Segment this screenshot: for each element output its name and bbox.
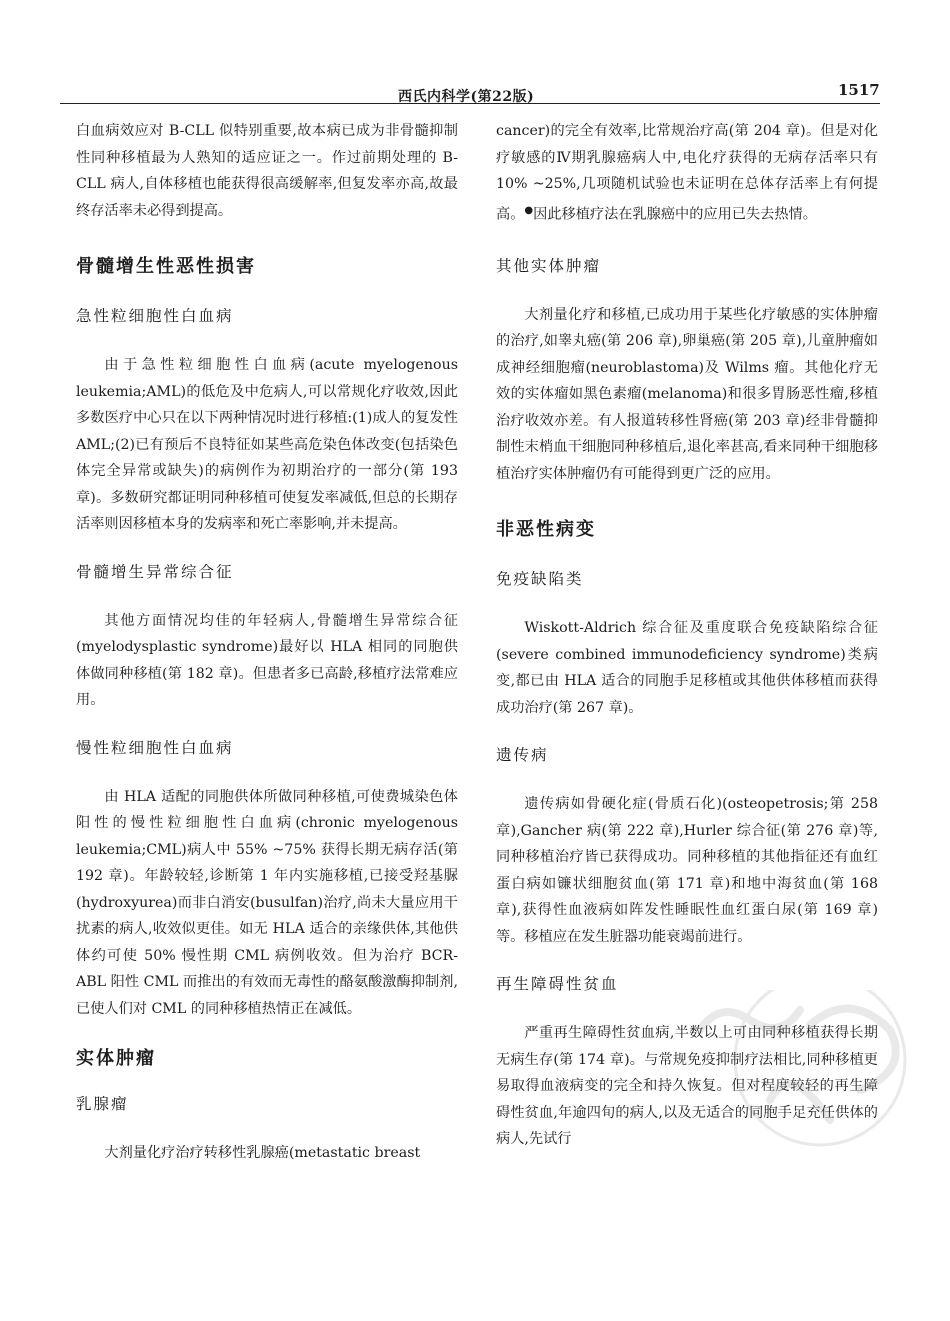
header-rule [60, 103, 880, 104]
subheading-cml: 慢性粒细胞性白血病 [76, 738, 234, 757]
paragraph-mds: 其他方面情况均佳的年轻病人,骨髓增生异常综合征(myelodysplastic syndrome)最好以 HLA 相同的同胞供体做同种移植(第 182 章)。但患者多已高龄,移植疗法常难应用。 [76, 612, 458, 708]
subheading-mds: 骨髓增生异常综合征 [76, 562, 234, 581]
breast-text-a: cancer)的完全有效率,比常规治疗高(第 204 章)。但是对化疗敏感的Ⅳ期乳腺癌病人中,电化疗获得的无病存活率只有 10% ~25%,几项随机试验也未证明在总体存活率上有何提高。 [496, 123, 878, 223]
paragraph-intro: 白血病效应对 B-CLL 似特别重要,故本病已成为非骨髓抑制性同种移植最为人熟知的适应证之一。作过前期处理的 B-CLL 病人,自体移植也能获得很高缓解率,但复发率亦高,故最终存活率未必得到提高。 [76, 123, 458, 219]
paragraph-genetic: 遗传病如骨硬化症(骨质石化)(osteopetrosis;第 258 章),Gancher 病(第 222 章),Hurler 综合征(第 276 章)等,同种移植治疗皆已获得成功。同种移植的其他指征还有血红蛋白病如镰状细胞贫血(第 171 章)和地中海贫血(第 168 章),获得性血液病如阵发性睡眠性血红蛋白尿(第 169 章)等。移植应在发生脏器功能衰竭前进行。 [496, 796, 878, 945]
section-heading-solid-tumors: 实体肿瘤 [76, 1048, 156, 1069]
subheading-other-solid: 其他实体肿瘤 [496, 256, 602, 275]
section-heading-myeloproliferative: 骨髓增生性恶性损害 [76, 256, 256, 277]
paragraph-aml: 由于急性粒细胞性白血病(acute myelogenous leukemia;AML)的低危及中危病人,可以常规化疗收效,因此多数医疗中心只在以下两种情况时进行移植:(1)成人的复发性 AML;(2)已有预后不良特征如某些高危染色体改变(包括染色体完全异常或缺失)的病例作为初期治疗的一部分(第 193 章)。多数研究都证明同种移植可使复发率减低,但总的长期存活率则因移植本身的发病率和死亡率影响,并未提高。 [76, 357, 458, 532]
breast-text-b: 因此移植疗法在乳腺癌中的应用已失去热情。 [533, 206, 817, 223]
subheading-immunodeficiency: 免疫缺陷类 [496, 570, 584, 589]
subheading-aplastic: 再生障碍性贫血 [496, 975, 619, 994]
paragraph-breast-start: 大剂量化疗治疗转移性乳腺癌(metastatic breast [104, 1145, 421, 1161]
subheading-genetic: 遗传病 [496, 746, 549, 765]
page-number: 1517 [838, 81, 880, 99]
subheading-breast: 乳腺瘤 [76, 1095, 129, 1113]
paragraph-aplastic: 严重再生障碍性贫血病,半数以上可由同种移植获得长期无病生存(第 174 章)。与常规免疫抑制疗法相比,同种移植更易取得血液病变的完全和持久恢复。但对程度较轻的再生障碍性贫血,年逾四旬的病人,以及无适合的同胞手足充任供体的病人,先试行 [496, 1025, 878, 1148]
paragraph-immunodeficiency: Wiskott-Aldrich 综合征及重度联合免疫缺陷综合征(severe combined immunodeficiency syndrome)类病变,都已由 HLA 适合的同胞手足移植或其他供体移植而获得成功治疗(第 267 章)。 [496, 620, 878, 716]
right-column [496, 118, 878, 1153]
paragraph-breast-continued [496, 118, 878, 228]
subheading-aml: 急性粒细胞性白血病 [76, 307, 234, 325]
footnote-marker-icon: ● [524, 204, 534, 216]
paragraph-cml: 由 HLA 适配的同胞供体所做同种移植,可使费城染色体阳性的慢性粒细胞性白血病(chronic myelogenous leukemia;CML)病人中 55% ~75% 获得长期无病存活(第 192 章)。年龄较轻,诊断第 1 年内实施移植,已接受羟基脲(hydroxyurea)而非白消安(busulfan)治疗,尚未大量应用干扰素的病人,收效似更佳。如无 HLA 适合的亲缘供体,其他供体约可使 50% 慢性期 CML 病例收效。但为治疗 BCR-ABL 阳性 CML 而推出的有效而无毒性的酪氨酸激酶抑制剂,已使人们对 CML 的同种移植热情正在减低。 [76, 788, 458, 1017]
paragraph-other-solid: 大剂量化疗和移植,已成功用于某些化疗敏感的实体肿瘤的治疗,如睾丸癌(第 206 章),卵巢癌(第 205 章),儿童肿瘤如成神经细胞瘤(neuroblastoma)及 Wilms 瘤。其他化疗无效的实体瘤如黑色素瘤(melanoma)和很多胃肠恶性瘤,移植治疗收效亦差。有人报道转移性肾癌(第 203 章)经非骨髓抑制性末梢血干细胞同种移植后,退化率甚高,看来同种干细胞移植治疗实体肿瘤仍有可能得到更广泛的应用。 [496, 306, 878, 482]
section-heading-nonmalignant: 非恶性病变 [496, 519, 596, 541]
book-title: 西氏内科学(第22版) [398, 89, 535, 105]
left-column [76, 118, 458, 1167]
